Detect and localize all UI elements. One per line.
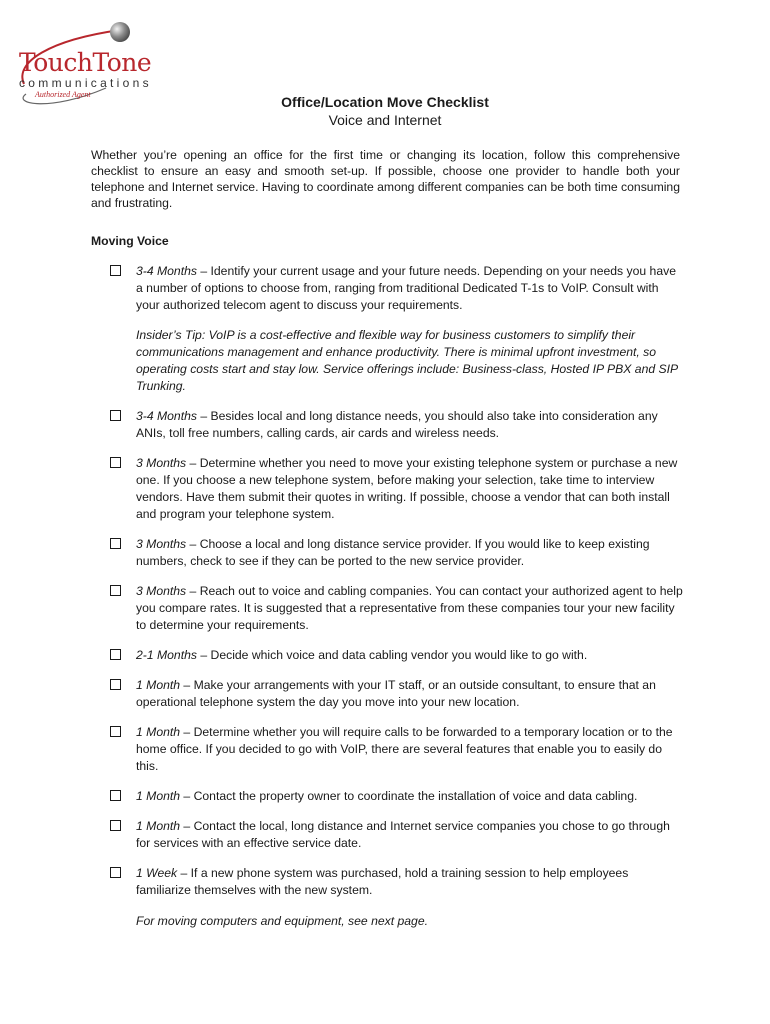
timeframe: 1 Month xyxy=(136,819,181,833)
checkbox[interactable] xyxy=(110,585,121,596)
checklist-item xyxy=(108,647,683,664)
sphere-icon xyxy=(110,22,130,42)
checklist-item xyxy=(108,455,683,523)
intro-paragraph: Whether you’re opening an office for the first time or changing its location, follow this comprehensive checklist to ensure an easy and smooth set-up. If possible, choose one provider to handle both your telephone and Internet service. Having to coordinate among different companies can be both time consuming and frustrating. xyxy=(91,148,680,210)
logo-subtitle: communications xyxy=(19,76,152,90)
checkbox[interactable] xyxy=(110,726,121,737)
logo-brand: TouchTone xyxy=(19,48,152,77)
timeframe: 1 Month xyxy=(136,678,181,692)
item-text: – Determine whether you will require calls to be forwarded to a temporary location or to the home office. If you decided to go with VoIP, there are several features that enable you to easily do this. xyxy=(136,725,673,773)
checkbox[interactable] xyxy=(110,820,121,831)
section-heading-moving-voice: Moving Voice xyxy=(91,234,169,248)
item-text: – Reach out to voice and cabling companies. You can contact your authorized agent to help you compare rates. It is suggested that a representative from these companies tour your new facility to determine your requirements. xyxy=(136,584,683,632)
timeframe: 1 Month xyxy=(136,789,181,803)
timeframe: 3 Months xyxy=(136,537,187,551)
tip-text: : VoIP is a cost-effective and flexible way for business customers to simplify their communications management and enhance productivity. There is minimal upfront investment, so operating costs start and stay low. Service offerings include: Business-class, Hosted IP PBX and SIP Trunking. xyxy=(136,328,678,393)
item-text: – Contact the local, long distance and Internet service companies you chose to go through for services with an effective service date. xyxy=(136,819,670,850)
timeframe: 1 Month xyxy=(136,725,181,739)
item-text: – Determine whether you need to move your existing telephone system or purchase a new one. If you choose a new telephone system, before making your selection, take time to interview vendors. Have them submit their quotes in writing. If possible, choose a vendor that can both install and program your telephone system. xyxy=(136,456,678,521)
checklist-item xyxy=(108,865,683,899)
page-subtitle: Voice and Internet xyxy=(328,112,442,128)
logo-tagline: Authorized Agent xyxy=(35,90,91,99)
timeframe: 2-1 Months xyxy=(136,648,197,662)
checkbox[interactable] xyxy=(110,265,121,276)
insider-tip xyxy=(136,327,683,395)
checkbox[interactable] xyxy=(110,790,121,801)
item-text: – Contact the property owner to coordinate the installation of voice and data cabling. xyxy=(180,789,638,803)
timeframe: 3-4 Months xyxy=(136,409,197,423)
checkbox[interactable] xyxy=(110,649,121,660)
item-text: – Decide which voice and data cabling vendor you would like to go with. xyxy=(196,648,588,662)
timeframe: 3 Months xyxy=(136,584,187,598)
item-text: – Choose a local and long distance service provider. If you would like to keep existing numbers, check to see if they can be ported to the new service provider. xyxy=(136,537,650,568)
checkbox[interactable] xyxy=(110,538,121,549)
item-text: – Identify your current usage and your future needs. Depending on your needs you have a number of options to choose from, ranging from traditional Dedicated T-1s to VoIP. Consult with your authorized telecom agent to discuss your requirements. xyxy=(136,264,676,312)
checklist xyxy=(108,263,683,912)
timeframe: 1 Week xyxy=(136,866,178,880)
checklist-item xyxy=(108,408,683,442)
checkbox[interactable] xyxy=(110,410,121,421)
tip-label: Insider’s Tip xyxy=(136,328,202,342)
checklist-item xyxy=(108,263,683,395)
timeframe: 3 Months xyxy=(136,456,187,470)
timeframe: 3-4 Months xyxy=(136,264,197,278)
checklist-item xyxy=(108,536,683,570)
checkbox[interactable] xyxy=(110,457,121,468)
checklist-item xyxy=(108,583,683,634)
page-title: Office/Location Move Checklist xyxy=(281,94,489,110)
checkbox[interactable] xyxy=(110,679,121,690)
item-text: – Besides local and long distance needs, you should also take into consideration any ANIs, toll free numbers, calling cards, air cards and wireless needs. xyxy=(136,409,658,440)
footer-note: For moving computers and equipment, see next page. xyxy=(136,914,428,928)
checklist-item xyxy=(108,724,683,775)
checklist-item xyxy=(108,788,683,805)
checkbox[interactable] xyxy=(110,867,121,878)
checklist-item xyxy=(108,818,683,852)
checklist-item xyxy=(108,677,683,711)
item-text: – Make your arrangements with your IT staff, or an outside consultant, to ensure that an operational telephone system the day you move into your new location. xyxy=(136,678,656,709)
item-text: – If a new phone system was purchased, hold a training session to help employees familiarize themselves with the new system. xyxy=(136,866,629,897)
